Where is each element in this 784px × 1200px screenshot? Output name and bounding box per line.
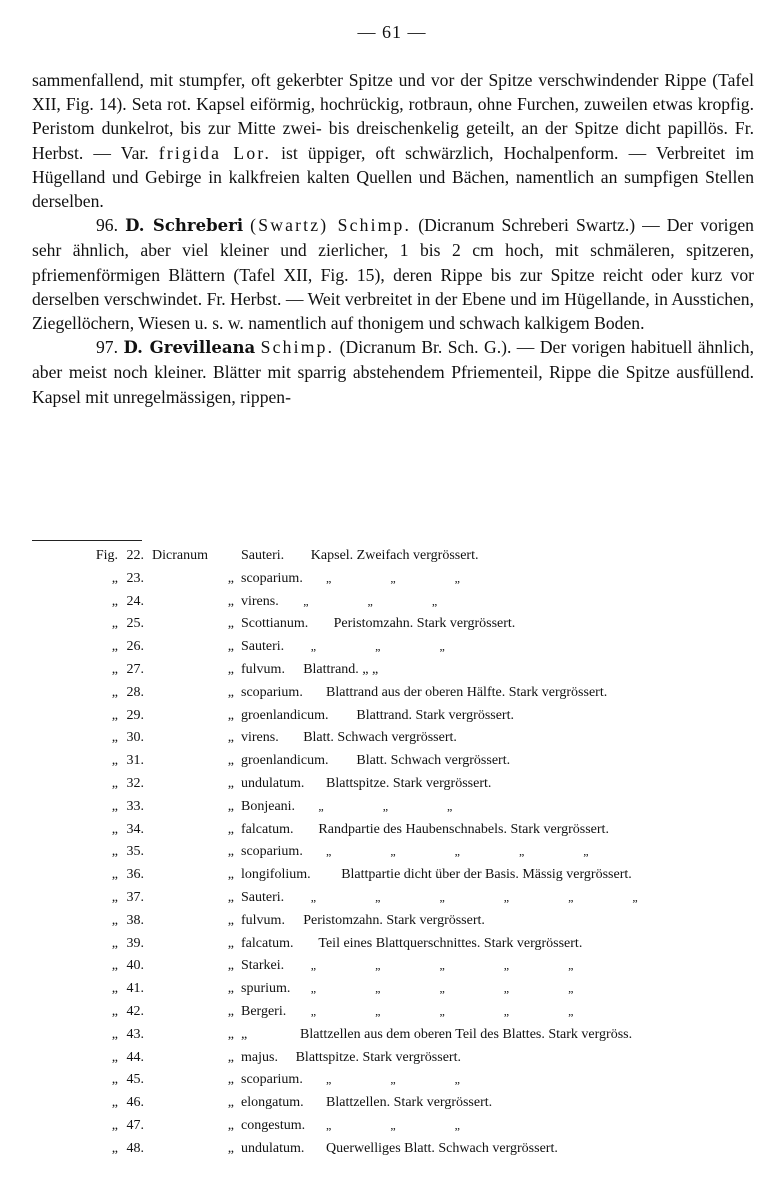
legend-fig-prefix: „ [111,1004,118,1019]
legend-row [0,890,784,912]
body-text [32,68,754,409]
legend-species: spurium. [241,981,291,997]
legend-fig-number: 41. [126,981,144,997]
legend-fig-number: 46. [126,1095,144,1111]
legend-description: Blattrand. Stark vergrössert. [356,707,514,723]
legend-genus: „ [227,1004,234,1019]
legend-fig-number: 24. [126,593,144,609]
legend-fig-number: 27. [126,662,144,677]
legend-genus: „ [227,1095,234,1111]
legend-row [0,708,784,730]
legend-row [0,844,784,866]
legend-species: falcatum. [241,821,294,837]
legend-fig-prefix: „ [111,1118,118,1133]
legend-row [0,1141,784,1163]
legend-fig-prefix: „ [111,844,118,860]
legend-genus: „ [227,981,234,997]
legend-species: virens. [241,593,279,609]
legend-row [0,639,784,661]
legend-species: falcatum. [241,935,294,951]
legend-fig-number: 40. [126,958,144,974]
legend-fig-number: 44. [126,1049,144,1065]
legend-fig-prefix: „ [111,821,118,837]
legend-fig-prefix: „ [111,1072,118,1088]
footnote-divider [32,540,142,541]
legend-fig-number: 28. [126,684,144,700]
species-author: Schimp. [260,337,335,358]
legend-description: Blatt. Schwach vergrössert. [303,730,457,746]
legend-description: „ „ „ [318,798,481,813]
legend-genus: „ [227,730,234,746]
legend-fig-prefix: „ [111,958,118,974]
legend-fig-number: 22. [126,548,144,563]
legend-description: Blattspitze. Stark vergrössert. [295,1049,461,1065]
legend-species: Bergeri. [241,1004,287,1019]
legend-description: Blattspitze. Stark vergrössert. [326,776,492,791]
legend-fig-prefix: „ [111,730,118,746]
legend-row [0,1118,784,1140]
legend-genus: „ [227,1118,234,1133]
legend-fig-number: 29. [126,707,144,723]
legend-row [0,799,784,821]
legend-genus: Dicranum [152,548,208,563]
legend-genus: „ [227,639,234,655]
legend-description: Kapsel. Zweifach vergrössert. [310,548,479,563]
legend-genus: „ [227,753,234,769]
species-description: (Dicranum Schreberi Swartz.) — Der vorigen sehr ähnlich, aber viel kleiner und zierlicher, 1 bis 2 cm hoch, mit schmäleren, spitzeren, pfriemenförmigen Blättern (Tafel XII, Fig. 15), deren Rippe bis zur Spitze reicht oder kurz vor derselben verschwindet. Fr. Herbst. — Weit verbreitet in der Ebene und im Hügellande, in Ausstichen, Ziegellöchern, Wiesen u. s. w. namentlich auf thonigem und schwach kalkigem Boden. [32,215,754,334]
legend-row [0,981,784,1003]
legend-genus: „ [227,662,234,677]
legend-fig-prefix: „ [111,593,118,609]
legend-description: Blatt. Schwach vergrössert. [356,753,511,769]
legend-description: „ „ „ „ „ „ [310,890,666,904]
species-author: (Swartz) Schimp. [250,215,412,236]
legend-species: groenlandicum. [241,707,329,723]
variety-name: frigida Lor. [158,142,272,163]
paragraph-continuation [32,68,754,213]
page-number: — 61 — [357,22,427,42]
legend-genus: „ [227,1049,234,1065]
legend-species: Sauteri. [241,890,285,905]
species-name: D. Grevilleana [123,338,256,358]
legend-row [0,867,784,889]
legend-row [0,571,784,593]
legend-fig-number: 39. [126,935,144,951]
legend-fig-prefix: „ [111,639,118,655]
legend-description: „ „ „ „ „ [326,844,617,859]
legend-description: Teil eines Blattquerschnittes. Stark vergrössert. [318,935,583,951]
legend-fig-prefix: „ [111,1026,118,1042]
legend-genus: „ [227,593,234,609]
legend-fig-prefix: „ [111,776,118,791]
legend-genus: „ [227,912,234,928]
legend-fig-prefix: „ [111,707,118,723]
legend-description: „ „ „ [310,639,473,654]
species-number: 97. [96,337,118,358]
legend-row [0,662,784,684]
legend-fig-number: 37. [126,890,144,905]
legend-row [0,1027,784,1049]
legend-description: „ „ „ „ „ [310,981,602,996]
legend-genus: „ [227,1140,234,1156]
legend-fig-prefix: „ [111,1095,118,1111]
legend-fig-prefix: „ [111,616,118,632]
legend-fig-number: 45. [126,1072,144,1088]
legend-genus: „ [227,1026,234,1042]
legend-species: congestum. [241,1118,306,1133]
legend-description: Blattpartie dicht über der Basis. Mässig vergrössert. [341,867,632,883]
legend-genus: „ [227,844,234,860]
legend-fig-number: 43. [126,1026,144,1042]
legend-fig-prefix: „ [111,570,118,586]
legend-row [0,913,784,935]
legend-fig-number: 47. [126,1118,144,1133]
legend-description: Blattrand. „ „ [303,662,379,677]
legend-fig-number: 25. [126,616,144,632]
legend-description: Randpartie des Haubenschnabels. Stark vergrössert. [318,821,609,837]
legend-species: scoparium. [241,570,303,586]
legend-species: undulatum. [241,776,305,791]
legend-fig-number: 23. [126,570,144,586]
legend-row [0,958,784,980]
legend-fig-prefix: „ [111,684,118,700]
legend-species: elongatum. [241,1095,304,1111]
legend-row [0,1095,784,1117]
legend-species: undulatum. [241,1140,305,1156]
legend-fig-prefix: „ [111,1140,118,1156]
legend-species: virens. [241,730,279,746]
legend-species: Scottianum. [241,616,309,632]
legend-species: Sauteri. [241,548,285,563]
legend-fig-prefix: „ [111,981,118,997]
legend-fig-prefix: „ [111,867,118,883]
legend-species: scoparium. [241,844,303,860]
legend-description: „ „ „ [326,1118,488,1132]
legend-row [0,936,784,958]
legend-row [0,616,784,638]
legend-fig-number: 31. [126,753,144,769]
legend-description: „ „ „ „ „ [310,1004,602,1018]
paragraph-text: ist üppiger, oft schwärzlich, Hochalpenform. — Verbreitet im Hügelland und Gebirge in kalkfreien kalten Quellen und Bächen, namentlich an sumpfigen Stellen derselben. [32,142,755,212]
legend-species: majus. [241,1049,278,1065]
paragraph-text: sammenfallend, mit stumpfer, oft gekerbter Spitze und vor der Spitze verschwindender Rippe (Tafel XII, Fig. 14). Seta rot. Kapsel eiförmig, hochrückig, rotbraun, ohne Furchen, zuweilen etwas kropfig. Peristom dunkelrot, bis zur Mitte zwei- bis dreischenkelig geteilt, an der Spitze dicht papillös. Fr. Herbst. — Var. [32,70,754,163]
legend-fig-number: 26. [126,639,144,655]
legend-fig-number: 38. [126,912,144,928]
legend-species: „ [241,1026,248,1042]
legend-row [0,548,784,570]
legend-genus: „ [227,1072,234,1088]
legend-fig-prefix: „ [111,935,118,951]
legend-fig-prefix: „ [111,662,118,677]
legend-species: longifolium. [241,867,311,883]
legend-species: scoparium. [241,1072,303,1088]
legend-genus: „ [227,570,234,586]
legend-species: Starkei. [241,958,285,974]
species-97-entry [32,335,754,409]
legend-fig-number: 42. [126,1004,144,1019]
legend-row [0,685,784,707]
legend-row [0,1004,784,1026]
legend-species: scoparium. [241,684,303,700]
legend-description: „ „ „ „ „ [310,958,602,973]
legend-description: „ „ „ [326,1072,488,1087]
legend-genus: „ [227,798,234,814]
legend-fig-prefix: Fig. [95,548,118,563]
legend-description: Peristomzahn. Stark vergrössert. [303,912,485,928]
legend-description: Querwelliges Blatt. Schwach vergrössert. [326,1140,558,1156]
legend-fig-number: 36. [126,867,144,883]
legend-description: „ „ „ [303,593,466,608]
legend-genus: „ [227,821,234,837]
legend-description: Blattzellen. Stark vergrössert. [326,1095,493,1111]
legend-fig-number: 48. [126,1140,144,1156]
legend-species: Bonjeani. [241,798,296,814]
legend-fig-prefix: „ [111,753,118,769]
legend-fig-number: 34. [126,821,144,837]
species-description: (Dicranum Br. Sch. G.). — Der vorigen habituell ähnlich, aber meist noch kleiner. Blätter mit sparrig abstehendem Pfriementeil, Rippe die Spitze ausfüllend. Kapsel mit unregelmässigen, rippen- [32,337,754,407]
legend-species: Sauteri. [241,639,285,655]
species-96-entry [32,213,754,335]
legend-description: Blattrand aus der oberen Hälfte. Stark vergrössert. [326,684,608,700]
legend-description: „ „ „ [326,570,488,585]
legend-species: groenlandicum. [241,753,329,769]
species-name: D. Schreberi [125,216,244,236]
legend-fig-number: 30. [126,730,144,746]
legend-fig-number: 35. [126,844,144,860]
species-number: 96. [96,215,118,236]
legend-row [0,753,784,775]
legend-fig-prefix: „ [111,798,118,814]
legend-row [0,1072,784,1094]
legend-genus: „ [227,707,234,723]
legend-species: fulvum. [241,912,285,928]
legend-genus: „ [227,890,234,905]
legend-fig-prefix: „ [111,1049,118,1065]
legend-fig-number: 33. [126,798,144,814]
legend-row [0,822,784,844]
legend-fig-number: 32. [126,776,144,791]
legend-genus: „ [227,616,234,632]
legend-row [0,1050,784,1072]
legend-row [0,594,784,616]
legend-description: Blattzellen aus dem oberen Teil des Blattes. Stark vergröss. [300,1026,633,1042]
legend-species: fulvum. [241,662,285,677]
legend-genus: „ [227,776,234,791]
legend-row [0,776,784,798]
legend-genus: „ [227,935,234,951]
legend-genus: „ [227,958,234,974]
legend-fig-prefix: „ [111,890,118,905]
legend-row [0,730,784,752]
legend-genus: „ [227,867,234,883]
legend-fig-prefix: „ [111,912,118,928]
legend-genus: „ [227,684,234,700]
legend-description: Peristomzahn. Stark vergrössert. [333,616,516,632]
